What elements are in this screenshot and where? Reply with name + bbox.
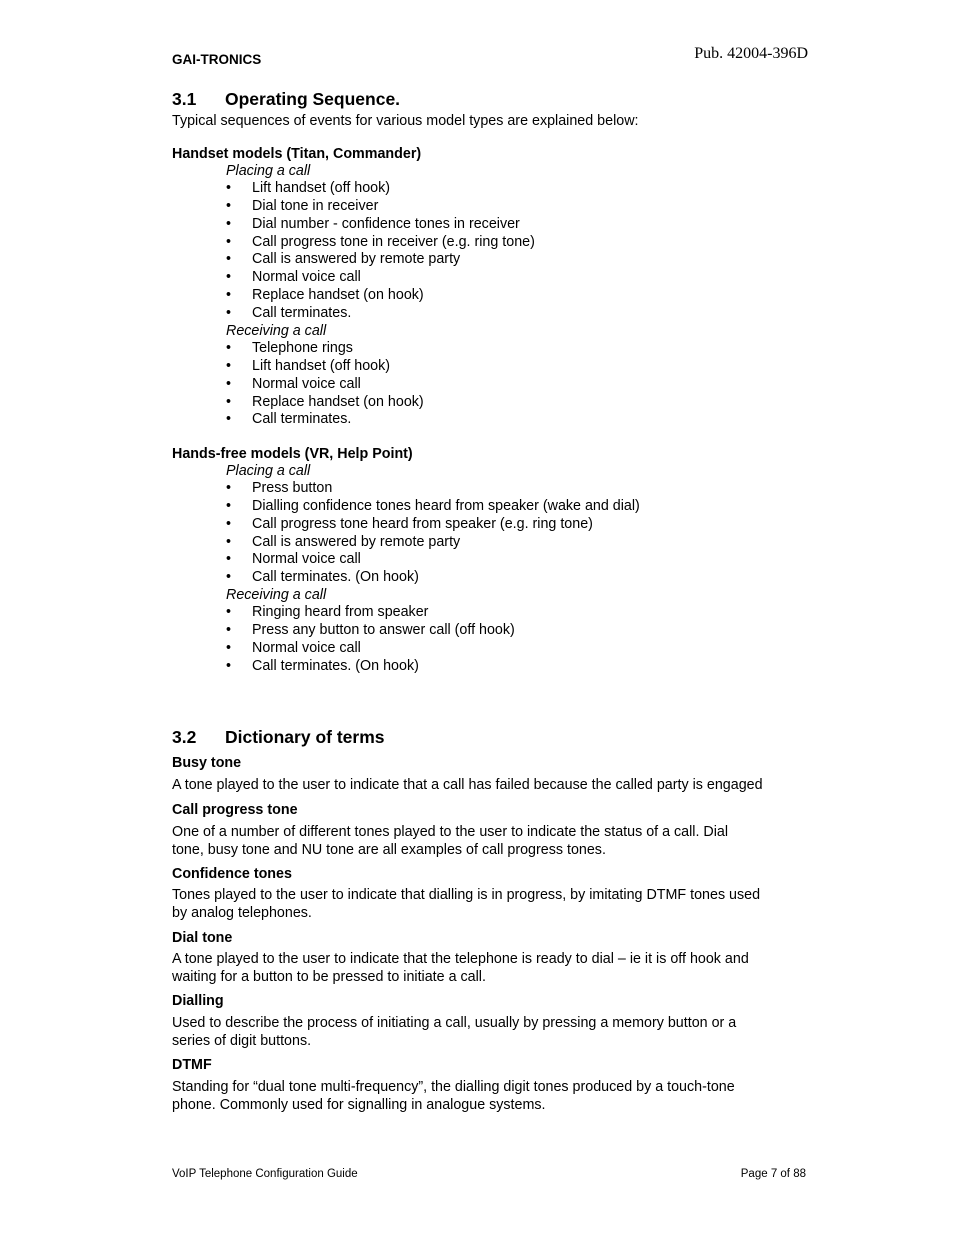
list-item: • Lift handset (off hook) [226,180,535,198]
term-busy-tone: Busy tone [172,755,242,771]
section-heading-3-2 [172,727,384,748]
handsfree-receiving-list [226,604,515,675]
intro-paragraph: Typical sequences of events for various model types are explained below: [172,113,639,129]
definition-dialling [172,1015,736,1050]
list-item: • Ringing heard from speaker [226,604,515,622]
list-item: • Normal voice call [226,551,640,569]
list-item: • Call terminates. [226,411,424,429]
handset-placing-label: Placing a call [226,163,311,179]
list-item: • Replace handset (on hook) [226,394,424,412]
definition-line: Standing for “dual tone multi-frequency”, the dialling digit tones produced by a touch-tone [172,1079,735,1095]
handsfree-receiving-label: Receiving a call [226,587,327,603]
definition-dtmf [172,1079,735,1114]
list-item: • Normal voice call [226,269,535,287]
list-item: • Dial number - confidence tones in receiver [226,216,535,234]
handsfree-models-heading: Hands-free models (VR, Help Point) [172,446,413,462]
footer-document-title: VoIP Telephone Configuration Guide [172,1168,358,1180]
list-item: • Call is answered by remote party [226,251,535,269]
term-dial-tone: Dial tone [172,930,233,946]
section-number: 3.1 [172,89,197,109]
publication-number: Pub. 42004-396D [694,45,808,62]
footer-page-number: Page 7 of 88 [740,1168,806,1180]
definition-line: Tones played to the user to indicate that dialling is in progress, by imitating DTMF tones used [172,887,761,903]
handset-receiving-list [226,340,424,429]
handsfree-placing-label: Placing a call [226,463,311,479]
definition-line: A tone played to the user to indicate that a call has failed because the called party is engaged [172,777,763,793]
list-item: • Call terminates. (On hook) [226,658,515,676]
term-confidence-tones: Confidence tones [172,866,292,882]
definition-line: phone. Commonly used for signalling in analogue systems. [172,1096,546,1113]
handset-receiving-label: Receiving a call [226,323,327,339]
list-item: • Call terminates. [226,305,535,323]
list-item: • Dialling confidence tones heard from speaker (wake and dial) [226,498,640,516]
definition-call-progress-tone [172,824,728,859]
company-name: GAI-TRONICS [172,52,262,67]
handset-placing-list [226,180,535,323]
definition-line: waiting for a button to be pressed to initiate a call. [172,968,486,985]
definition-line: One of a number of different tones played to the user to indicate the status of a call. Dial [172,824,729,840]
handset-models-heading: Handset models (Titan, Commander) [172,146,422,162]
definition-line: Used to describe the process of initiating a call, usually by pressing a memory button or a [172,1015,737,1031]
list-item: • Press button [226,480,640,498]
list-item: • Call terminates. (On hook) [226,569,640,587]
section-title: Dictionary of terms [225,727,385,747]
definition-line: series of digit buttons. [172,1032,312,1049]
handsfree-placing-list [226,480,640,587]
list-item: • Telephone rings [226,340,424,358]
list-item: • Call progress tone heard from speaker (e.g. ring tone) [226,516,640,534]
list-item: • Dial tone in receiver [226,198,535,216]
definition-busy-tone [172,777,763,795]
list-item: • Replace handset (on hook) [226,287,535,305]
term-dtmf: DTMF [172,1057,212,1073]
list-item: • Normal voice call [226,640,515,658]
term-call-progress-tone: Call progress tone [172,802,298,818]
list-item: • Call progress tone in receiver (e.g. ring tone) [226,234,535,252]
term-dialling: Dialling [172,993,224,1009]
definition-confidence-tones [172,887,760,922]
definition-dial-tone [172,951,749,986]
section-heading-3-1 [172,89,400,110]
list-item: • Press any button to answer call (off hook) [226,622,515,640]
definition-line: A tone played to the user to indicate that the telephone is ready to dial – ie it is off hook and [172,951,749,967]
section-number: 3.2 [172,727,197,747]
section-title: Operating Sequence. [225,89,401,109]
list-item: • Lift handset (off hook) [226,358,424,376]
list-item: • Normal voice call [226,376,424,394]
definition-line: tone, busy tone and NU tone are all examples of call progress tones. [172,841,606,858]
list-item: • Call is answered by remote party [226,534,640,552]
definition-line: by analog telephones. [172,904,312,921]
